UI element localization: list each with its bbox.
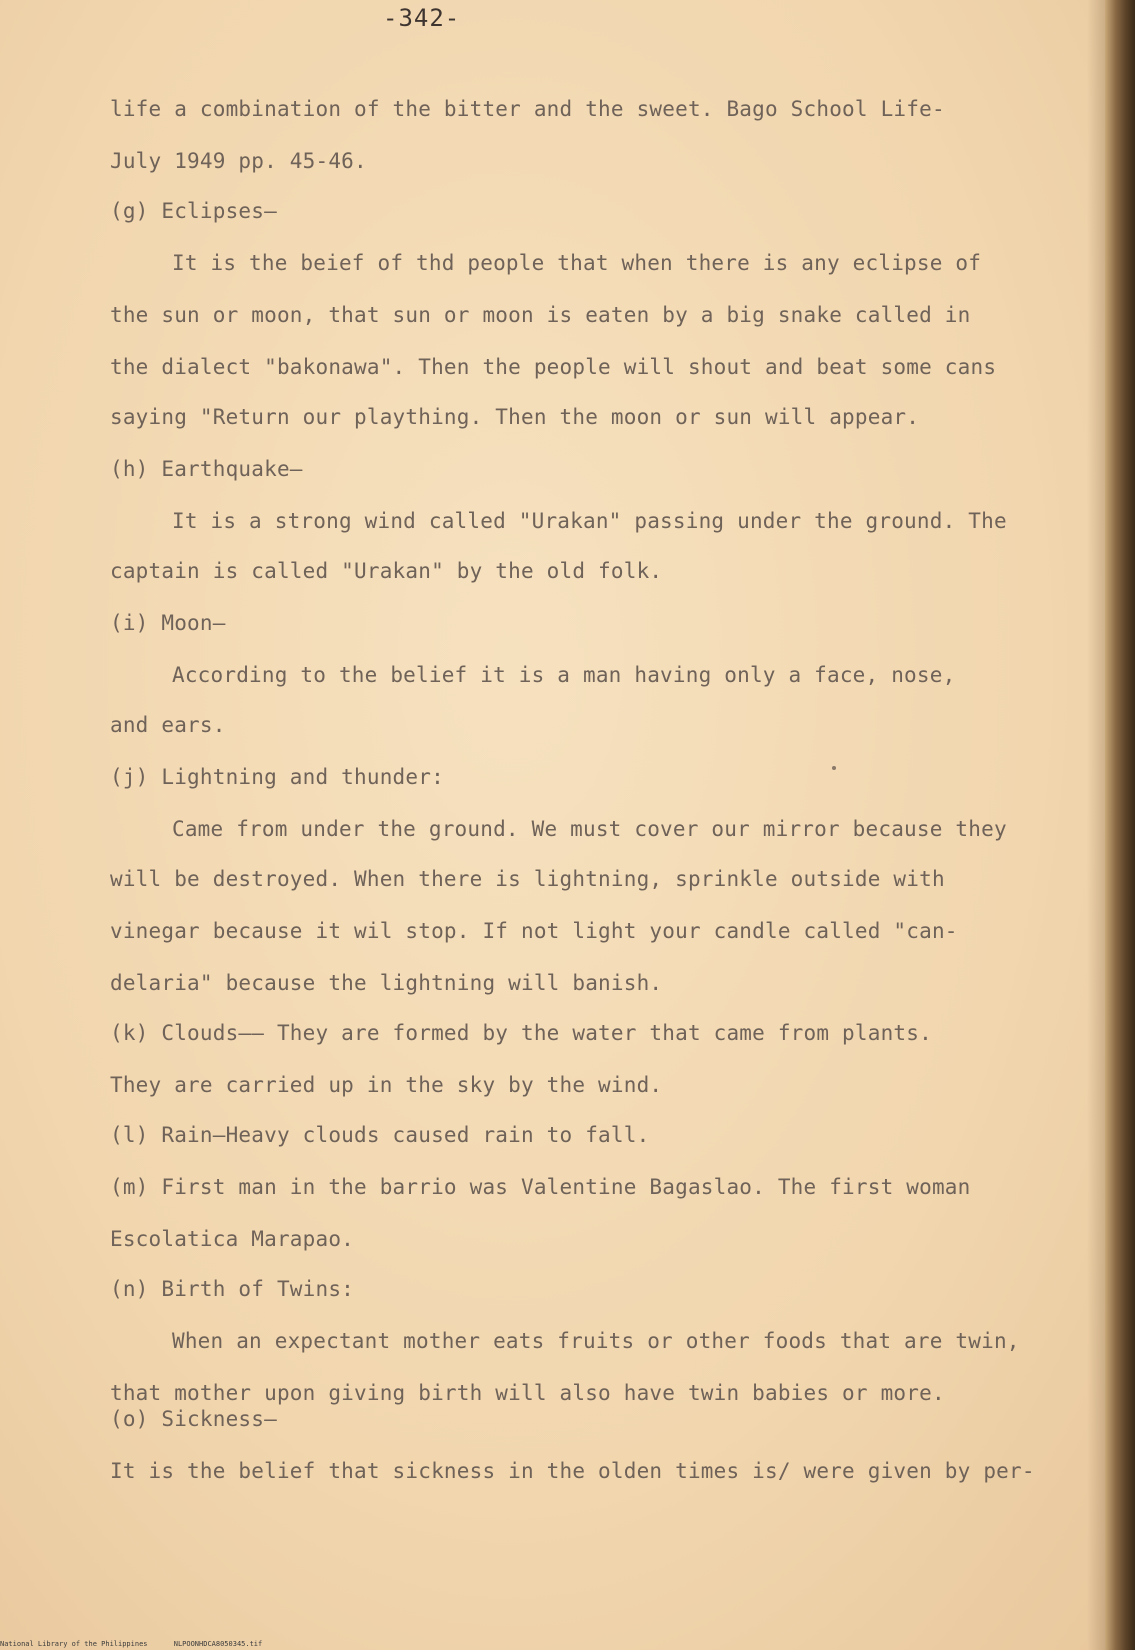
text-line: delaria" because the lightning will banish. [110, 971, 663, 995]
section-heading-rain: (l) Rain—Heavy clouds caused rain to fall. [110, 1123, 650, 1147]
text-line: It is a strong wind called "Urakan" passing under the ground. The [172, 509, 1007, 533]
text-line: According to the belief it is a man having only a face, nose, [172, 663, 956, 687]
text-line: It is the beief of thd people that when there is any eclipse of [172, 251, 982, 275]
section-heading-first-man: (m) First man in the barrio was Valentine Bagaslao. The first woman [110, 1175, 971, 1199]
text-line: will be destroyed. When there is lightning, sprinkle outside with [110, 867, 945, 891]
text-line: captain is called "Urakan" by the old folk. [110, 559, 663, 583]
text-line: Came from under the ground. We must cover our mirror because they [172, 817, 1007, 841]
binding-shadow [1087, 0, 1105, 1650]
text-line: and ears. [110, 713, 226, 737]
section-heading-clouds: (k) Clouds—— They are formed by the water that came from plants. [110, 1021, 932, 1045]
text-line: When an expectant mother eats fruits or other foods that are twin, [172, 1329, 1020, 1353]
paper-speck [832, 766, 836, 770]
section-heading-sickness: (o) Sickness— [110, 1407, 277, 1431]
text-line: life a combination of the bitter and the sweet. Bago School Life- [110, 97, 945, 121]
book-binding [1105, 0, 1135, 1650]
text-line: the sun or moon, that sun or moon is eaten by a big snake called in [110, 303, 971, 327]
footer-file: NLPOONHDCA8050345.tif [173, 1640, 263, 1648]
text-line: Escolatica Marapao. [110, 1227, 355, 1251]
text-line: They are carried up in the sky by the wind. [110, 1073, 663, 1097]
footer-library: National Library of the Philippines [0, 1640, 148, 1648]
text-line: It is the belief that sickness in the olden times is/ were given by per- [110, 1459, 1035, 1483]
section-heading-moon: (i) Moon— [110, 611, 226, 635]
section-heading-lightning: (j) Lightning and thunder: [110, 765, 444, 789]
page-number: -342- [383, 4, 461, 32]
text-line: July 1949 pp. 45-46. [110, 149, 367, 173]
section-heading-earthquake: (h) Earthquake— [110, 457, 303, 481]
section-heading-eclipses: (g) Eclipses— [110, 199, 277, 223]
text-line: the dialect "bakonawa". Then the people will shout and beat some cans [110, 355, 997, 379]
section-heading-twins: (n) Birth of Twins: [110, 1277, 355, 1301]
scan-footer [0, 1640, 284, 1648]
text-line: vinegar because it wil stop. If not light your candle called "can- [110, 919, 958, 943]
text-line: saying "Return our plaything. Then the moon or sun will appear. [110, 405, 920, 429]
text-line: that mother upon giving birth will also have twin babies or more. [110, 1381, 945, 1405]
